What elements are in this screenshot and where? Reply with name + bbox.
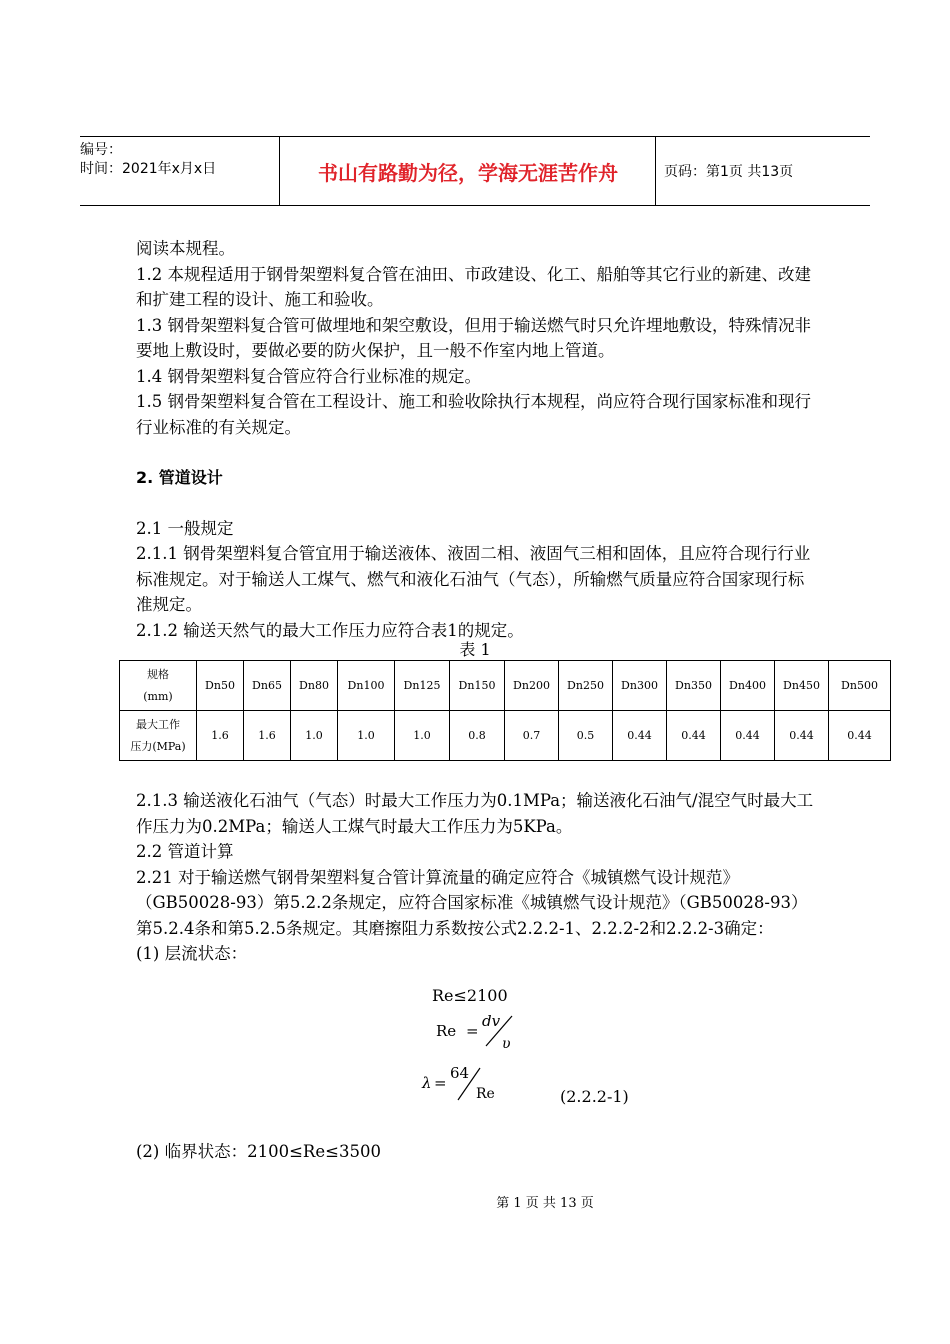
paragraph: 2.21 对于输送燃气钢骨架塑料复合管计算流量的确定应符合《城镇燃气设计规范》（GB50028-93）第5.2.2条规定，应符合国家标准《城镇燃气设计规范》（GB50028-93）第5.2.4条和第5.2.5条规定。其磨擦阻力系数按公式2.2.2-1、2.2.2-2和2.2.2-3确定： [136, 867, 808, 938]
spec-cell: Dn300 [613, 661, 667, 711]
document-body-continued [136, 788, 816, 967]
pressure-cell: 1.0 [338, 711, 395, 761]
pressure-cell: 0.44 [721, 711, 775, 761]
spec-cell: Dn150 [450, 661, 505, 711]
formula-re [436, 1010, 576, 1070]
formula-re-denominator: Re [476, 1086, 495, 1102]
pressure-cell: 0.44 [667, 711, 721, 761]
paragraph: 2.1.3 输送液化石油气（气态）时最大工作压力为0.1MPa；输送液化石油气/混空气时最大工作压力为0.2MPa；输送人工煤气时最大工作压力为5KPa。 [136, 791, 814, 836]
page-header [80, 136, 870, 206]
paragraph: 2.1.1 钢骨架塑料复合管宜用于输送液体、液固二相、液固气三相和固体，且应符合现行行业标准规定。对于输送人工煤气、燃气和液化石油气（气态），所输燃气质量应符合国家现行标准规定。 [136, 544, 811, 614]
paragraph: 1.4 钢骨架塑料复合管应符合行业标准的规定。 [136, 366, 481, 386]
pressure-cell: 0.44 [613, 711, 667, 761]
paragraph: 1.2 本规程适用于钢骨架塑料复合管在油田、市政建设、化工、船舶等其它行业的新建、改建和扩建工程的设计、施工和验收。 [136, 264, 811, 309]
spec-cell: Dn50 [197, 661, 244, 711]
time-label: 时间：2021年x月x日 [80, 161, 217, 177]
spec-cell: Dn350 [667, 661, 721, 711]
pressure-cell: 1.6 [197, 711, 244, 761]
formula-lambda [422, 1062, 582, 1112]
formula-dv: dv [482, 1012, 501, 1030]
paragraph: 2.1.2 输送天然气的最大工作压力应符合表1的规定。 [136, 620, 524, 640]
table-row-spec [120, 661, 891, 711]
spec-cell: Dn250 [559, 661, 613, 711]
formula-equals: = [466, 1022, 479, 1040]
spec-cell: Dn200 [505, 661, 559, 711]
formula-nu: υ [502, 1036, 511, 1052]
pressure-cell: 0.7 [505, 711, 559, 761]
spec-cell: Dn125 [395, 661, 450, 711]
row-label-spec: 规格 (mm) [120, 661, 197, 711]
pressure-cell: 1.0 [395, 711, 450, 761]
pressure-cell: 0.8 [450, 711, 505, 761]
paragraph: 1.5 钢骨架塑料复合管在工程设计、施工和验收除执行本规程，尚应符合现行国家标准和现行行业标准的有关规定。 [136, 392, 811, 437]
pressure-table [119, 660, 891, 761]
paragraph: 2.2 管道计算 [136, 842, 234, 861]
number-label: 编号： [80, 142, 122, 158]
spec-cell: Dn400 [721, 661, 775, 711]
header-meta [80, 137, 280, 205]
pressure-cell: 1.0 [291, 711, 338, 761]
document-body [136, 236, 816, 643]
pressure-cell: 0.44 [775, 711, 829, 761]
spec-cell: Dn65 [244, 661, 291, 711]
header-slogan: 书山有路勤为径，学海无涯苦作舟 [281, 137, 656, 205]
formula-64: 64 [450, 1064, 470, 1082]
row-label-pressure: 最大工作 压力(MPa) [120, 711, 197, 761]
table-caption: 表 1 [459, 640, 491, 659]
page-footer: 第 1 页 共 13 页 [496, 1196, 594, 1211]
formula-equals: = [434, 1074, 447, 1092]
formula-re-limit: Re≤2100 [432, 986, 508, 1005]
section-title: 2. 管道设计 [136, 468, 223, 487]
header-page-info: 页码：第1页 共13页 [664, 164, 794, 180]
pressure-cell: 0.44 [829, 711, 891, 761]
formula-lambda-symbol: λ [422, 1074, 432, 1092]
paragraph: 阅读本规程。 [136, 239, 235, 258]
critical-state: (2) 临界状态：2100≤Re≤3500 [136, 1142, 381, 1161]
spec-cell: Dn80 [291, 661, 338, 711]
formula-re-symbol: Re [436, 1022, 457, 1040]
pressure-cell: 0.5 [559, 711, 613, 761]
formula-label: (2.2.2-1) [560, 1087, 629, 1106]
paragraph: 2.1 一般规定 [136, 518, 234, 538]
spec-cell: Dn500 [829, 661, 891, 711]
spec-cell: Dn450 [775, 661, 829, 711]
pressure-cell: 1.6 [244, 711, 291, 761]
paragraph: 1.3 钢骨架塑料复合管可做埋地和架空敷设，但用于输送燃气时只允许埋地敷设，特殊情况非要地上敷设时，要做必要的防火保护，且一般不作室内地上管道。 [136, 315, 811, 360]
paragraph: (1) 层流状态： [136, 944, 248, 963]
spec-cell: Dn100 [338, 661, 395, 711]
table-row-pressure [120, 711, 891, 761]
